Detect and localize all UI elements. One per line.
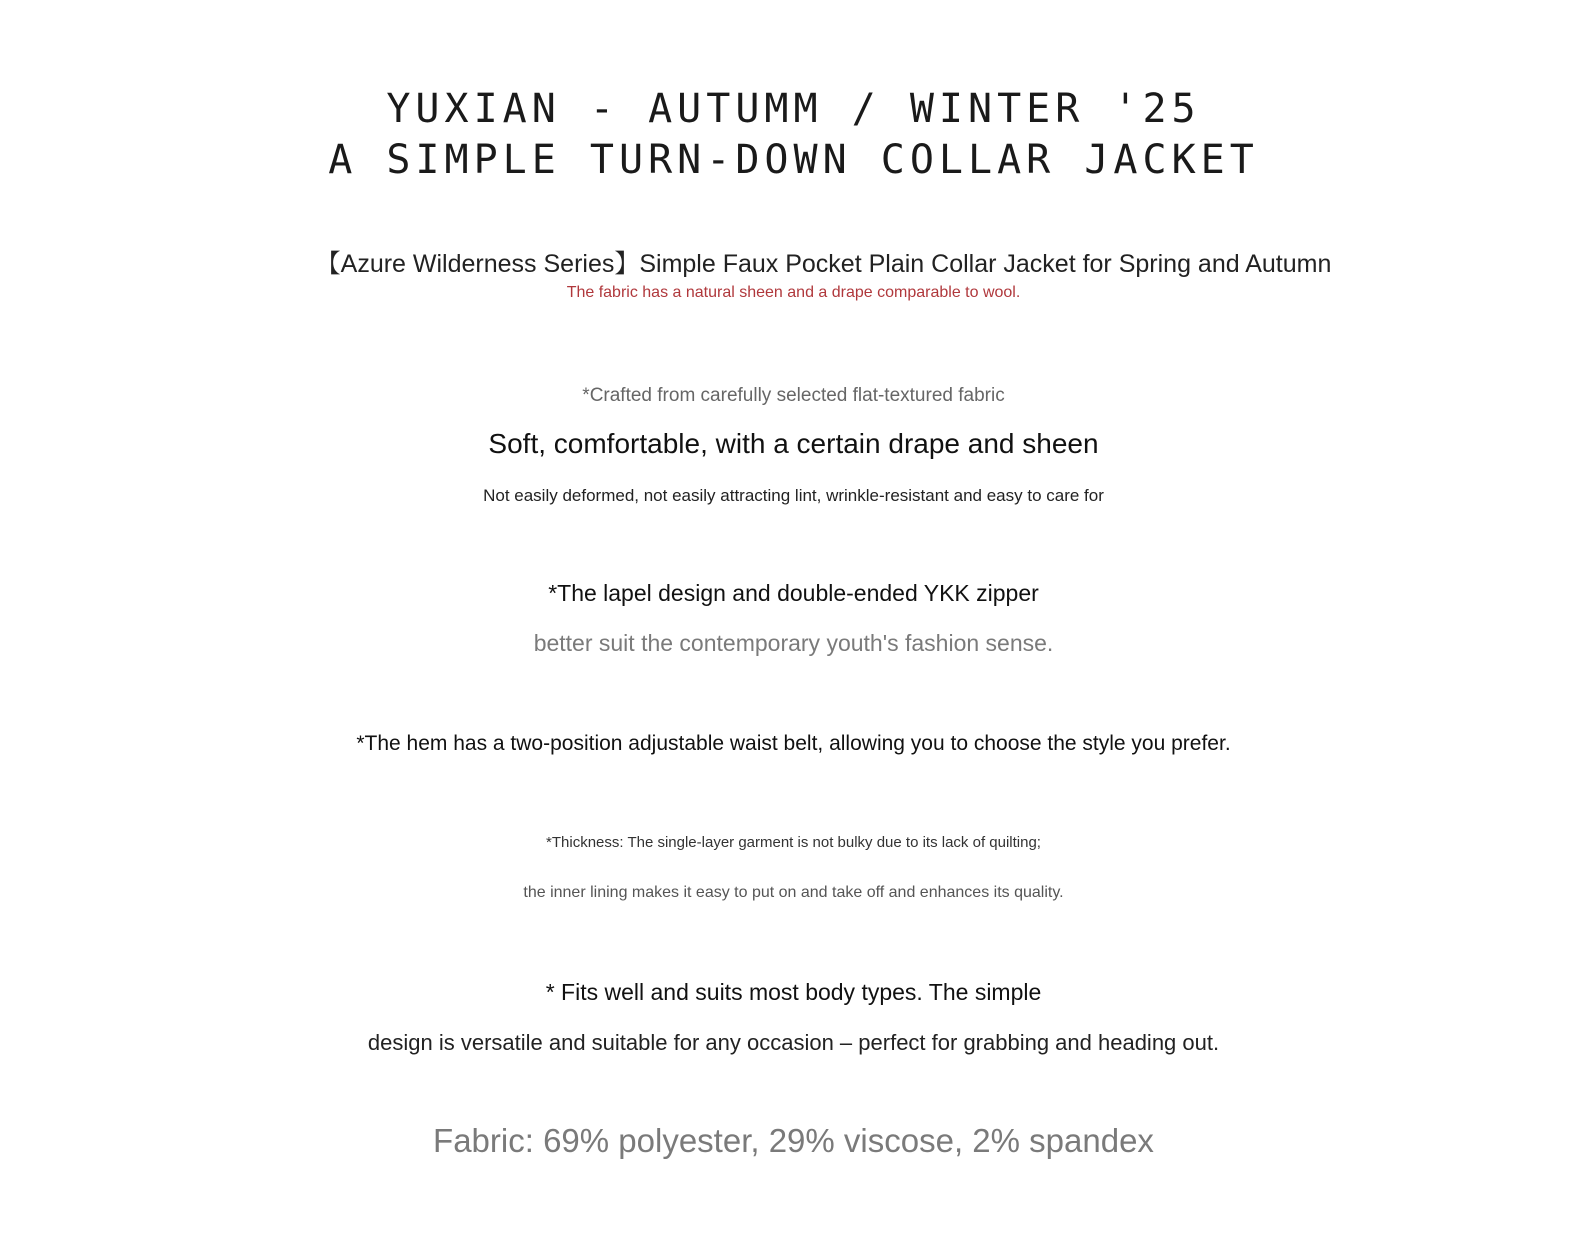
fabric-select-note: *Crafted from carefully selected flat-textured fabric xyxy=(582,385,1005,406)
fit-line-1: * Fits well and suits most body types. The simple xyxy=(545,979,1042,1005)
lapel-subline: better suit the contemporary youth's fashion sense. xyxy=(533,630,1054,656)
care-note: Not easily deformed, not easily attracting lint, wrinkle-resistant and easy to care for xyxy=(483,486,1104,505)
soft-headline: Soft, comfortable, with a certain drape and sheen xyxy=(488,428,1099,459)
lapel-headline: *The lapel design and double-ended YKK zipper xyxy=(548,580,1039,606)
page-title-line-1: YUXIAN - AUTUMM / WINTER '25 xyxy=(386,86,1201,132)
fabric-composition: Fabric: 69% polyester, 29% viscose, 2% spandex xyxy=(433,1122,1154,1159)
hem-note: *The hem has a two-position adjustable waist belt, allowing you to choose the style you prefer. xyxy=(356,732,1231,755)
page-title-line-2: A SIMPLE TURN-DOWN COLLAR JACKET xyxy=(328,137,1259,183)
thickness-line-1: *Thickness: The single-layer garment is not bulky due to its lack of quilting; xyxy=(546,834,1041,851)
sheen-note: The fabric has a natural sheen and a drape comparable to wool. xyxy=(566,284,1021,301)
fit-line-2: design is versatile and suitable for any occasion – perfect for grabbing and heading out. xyxy=(367,1030,1220,1055)
series-title: 【Azure Wilderness Series】Simple Faux Pocket Plain Collar Jacket for Spring and Autumn xyxy=(315,250,1332,278)
thickness-line-2: the inner lining makes it easy to put on and take off and enhances its quality. xyxy=(523,884,1064,901)
